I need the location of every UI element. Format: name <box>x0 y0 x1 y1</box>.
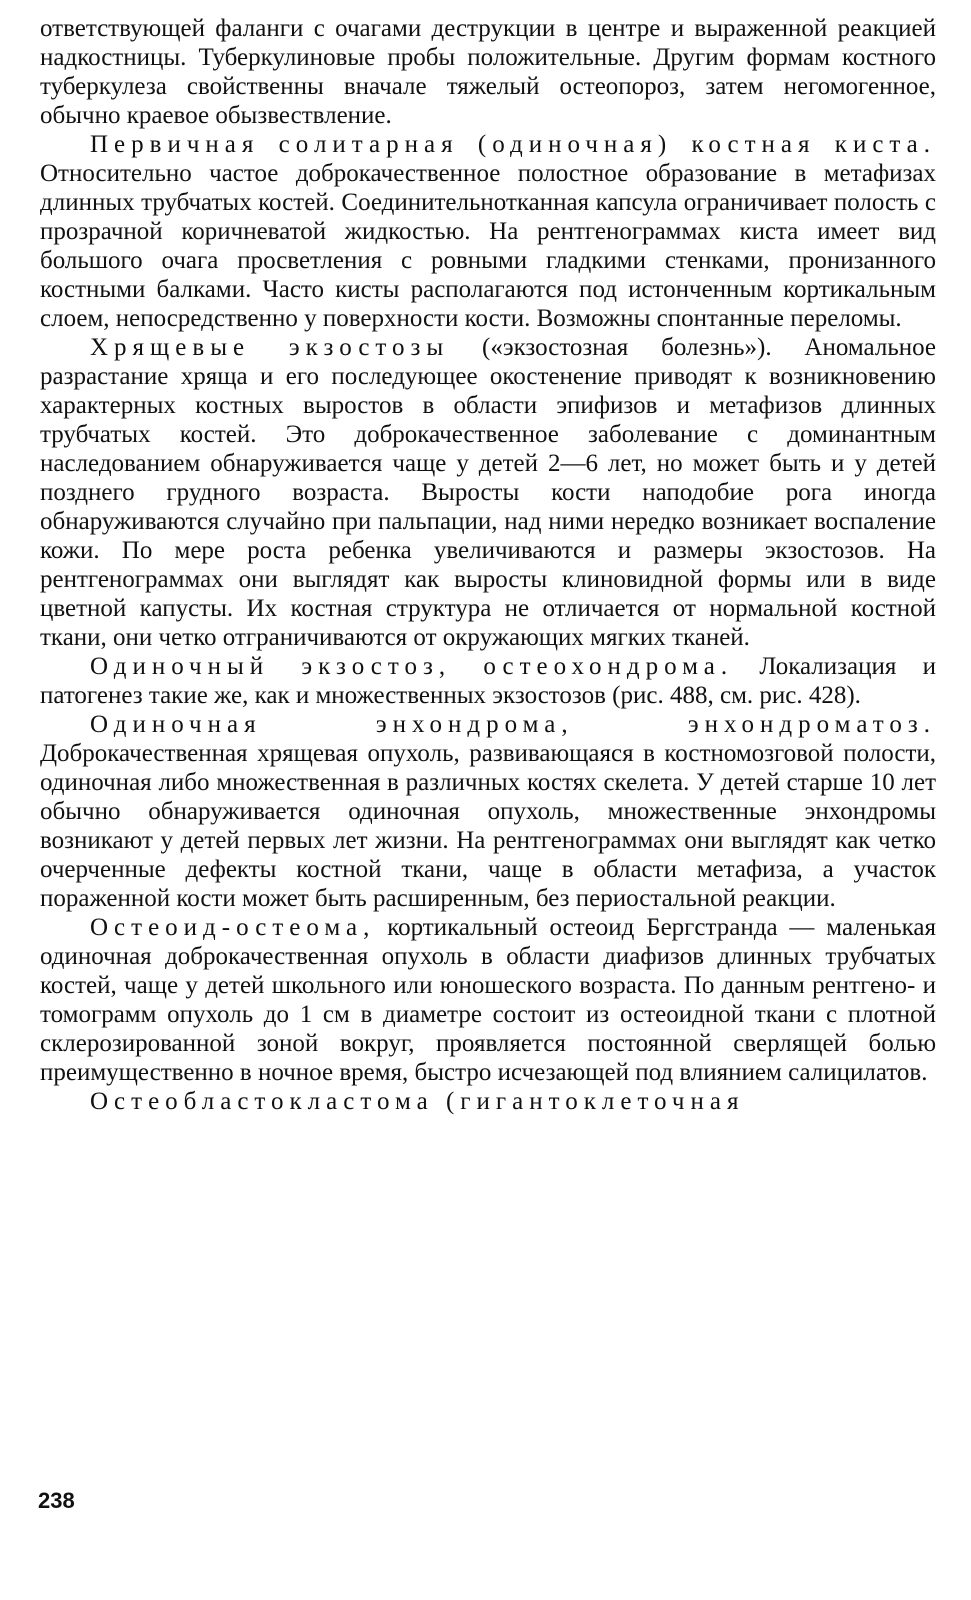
paragraph-body: кортикальный остеоид Бергстранда — маленькая одиночная доброкачественная опухоль в области диафизов длинных трубчатых костей, чаще у детей школьного или юношеского возраста. По данным рентгено- и томограмм опухоль до 1 см в диаметре состоит из остеоидной ткани с плотной склерозированной зоной вокруг, проявляется постоянной сверлящей болью преимущественно в ночное время, быстро исчезающей под влиянием салицилатов. <box>40 914 936 1086</box>
paragraph-lead: Остеобластокластома (гигантоклеточная <box>90 1088 745 1115</box>
paragraph-lead: Первичная солитарная (одиночная) костная киста. <box>90 131 936 158</box>
paragraph-cartilaginous-exostoses <box>40 333 936 652</box>
paragraph-tuberculosis-continuation <box>40 14 936 130</box>
paragraph-osteoid-osteoma <box>40 913 936 1087</box>
paragraph-lead: Хрящевые экзостозы <box>90 334 450 361</box>
paragraph-body: Локализация и патогенез такие же, как и множественных экзостозов (рис. 488, см. рис. 428). <box>40 653 936 709</box>
paragraph-lead: Одиночный экзостоз, остеохондрома. <box>90 653 734 680</box>
paragraph-osteoblastoclastoma <box>40 1087 936 1116</box>
page-number: 238 <box>38 1488 75 1513</box>
body-text <box>40 14 936 1116</box>
paragraph-single-exostosis <box>40 652 936 710</box>
paragraph-body: («экзостозная болезнь»). Аномальное разрастание хряща и его последующее окостенение приводят к возникновению характерных костных выростов в области эпифизов и метафизов длинных трубчатых костей. Это доброкачественное заболевание с доминантным наследованием обнаруживается чаще у детей 2—6 лет, но может быть и у детей позднего грудного возраста. Выросты кости наподобие рога иногда обнаруживаются случайно при пальпации, над ними нередко возникает воспаление кожи. По мере роста ребенка увеличиваются и размеры экзостозов. На рентгенограммах они выглядят как выросты клиновидной формы или в виде цветной капусты. Их костная структура не отличается от нормальной костной ткани, они четко отграничиваются от окружающих мягких тканей. <box>40 334 937 651</box>
paragraph-enchondroma <box>40 710 936 913</box>
paragraph-body: ответствующей фаланги с очагами деструкции в центре и выраженной реакцией надкостницы. Туберкулиновые пробы положительные. Другим формам костного туберкулеза свойственны вначале тяжелый остеопороз, затем негомогенное, обычно краевое обызвествление. <box>40 15 936 129</box>
paragraph-body: Относительно частое доброкачественное полостное образование в метафизах длинных трубчатых костей. Соединительнотканная капсула ограничивает полость с прозрачной коричневатой жидкостью. На рентгенограммах киста имеет вид большого очага просветления с ровными гладкими стенками, пронизанного костными балками. Часто кисты располагаются под истонченным кортикальным слоем, непосредственно у поверхности кости. Возможны спонтанные переломы. <box>40 160 936 332</box>
paragraph-lead: Остеоид-остеома, <box>90 914 376 941</box>
paragraph-lead: Одиночная энхондрома, энхондроматоз. <box>90 711 936 738</box>
paragraph-body: Доброкачественная хрящевая опухоль, развивающаяся в костномозговой полости, одиночная либо множественная в различных костях скелета. У детей старше 10 лет обычно обнаруживается одиночная опухоль, множественные энхондромы возникают у детей первых лет жизни. На рентгенограммах они выглядят как четко очерченные дефекты костной ткани, чаще в области метафиза, а участок пораженной кости может быть расширенным, без периостальной реакции. <box>40 740 936 912</box>
paragraph-bone-cyst <box>40 130 936 333</box>
